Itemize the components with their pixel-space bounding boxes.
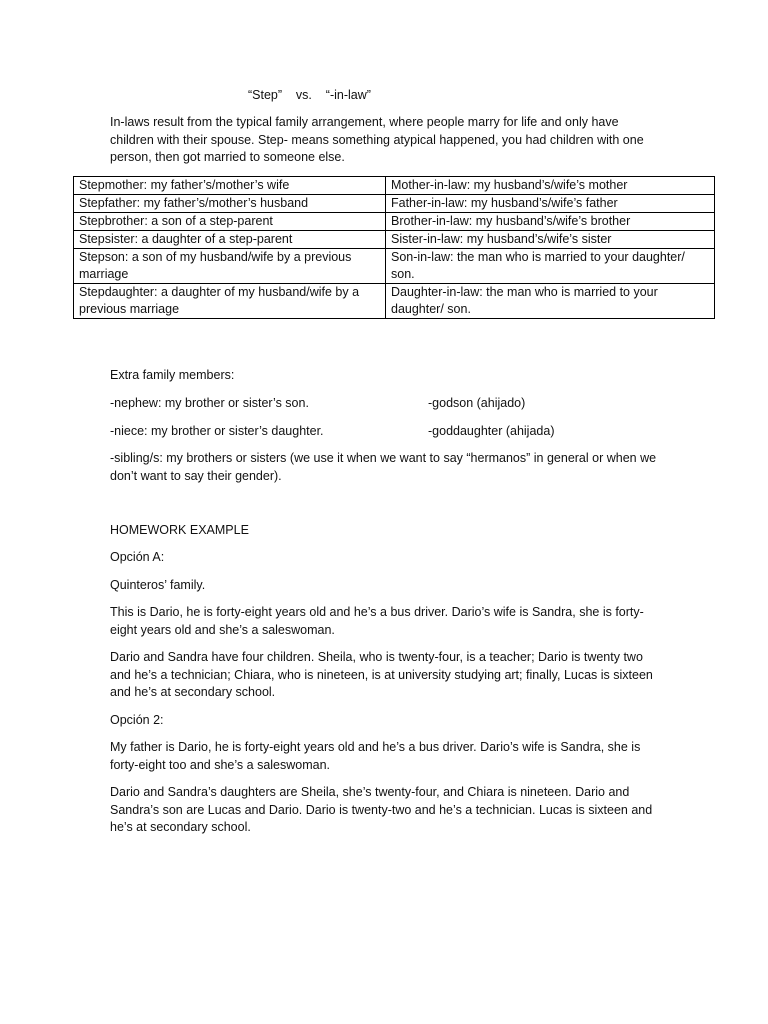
- in-law-term-cell: Sister-in-law: my husband’s/wife’s sister: [386, 231, 715, 249]
- homework-heading: HOMEWORK EXAMPLE: [110, 523, 249, 537]
- niece-definition: -niece: my brother or sister’s daughter.: [110, 424, 324, 438]
- in-law-term-cell: Daughter-in-law: the man who is married to your daughter/ son.: [386, 284, 715, 319]
- step-term-cell: Stepbrother: a son of a step-parent: [74, 213, 386, 231]
- nephew-definition: -nephew: my brother or sister’s son.: [110, 396, 309, 410]
- table-row: [74, 177, 715, 195]
- extra-members-heading: Extra family members:: [110, 368, 235, 382]
- page-title: “Step” vs. “-in-law”: [248, 88, 371, 102]
- table-row: [74, 195, 715, 213]
- step-term-cell: Stepmother: my father’s/mother’s wife: [74, 177, 386, 195]
- godson-definition: -godson (ahijado): [428, 396, 526, 410]
- sibling-definition: -sibling/s: my brothers or sisters (we use it when we want to say “hermanos” in general or when we don’t want to say their gender).: [110, 451, 657, 483]
- family-terms-table: [73, 176, 715, 319]
- option-a-paragraph: This is Dario, he is forty-eight years old and he’s a bus driver. Dario’s wife is Sandra, she is forty-eight years old and she’s a saleswoman.: [110, 605, 644, 637]
- table-row: [74, 231, 715, 249]
- intro-paragraph: In-laws result from the typical family arrangement, where people marry for life and only have children with their spouse. Step- means something atypical happened, you had children with one person, then got married to someone else.: [110, 115, 644, 164]
- in-law-term-cell: Son-in-law: the man who is married to your daughter/ son.: [386, 249, 715, 284]
- in-law-term-cell: Brother-in-law: my husband’s/wife’s brother: [386, 213, 715, 231]
- option-a-paragraph: Dario and Sandra have four children. Sheila, who is twenty-four, is a teacher; Dario is twenty two and he’s a technician; Chiara, who is nineteen, is at university studying art; finally, Lucas is sixteen and he’s at secondary school.: [110, 650, 653, 699]
- goddaughter-definition: -goddaughter (ahijada): [428, 424, 555, 438]
- option-a-title: Quinteros’ family.: [110, 578, 206, 592]
- option-2-label: Opción 2:: [110, 713, 164, 727]
- table-row: [74, 284, 715, 319]
- in-law-term-cell: Mother-in-law: my husband’s/wife’s mother: [386, 177, 715, 195]
- table-row: [74, 213, 715, 231]
- option-a-label: Opción A:: [110, 550, 165, 564]
- step-term-cell: Stepfather: my father’s/mother’s husband: [74, 195, 386, 213]
- in-law-term-cell: Father-in-law: my husband’s/wife’s father: [386, 195, 715, 213]
- step-term-cell: Stepson: a son of my husband/wife by a previous marriage: [74, 249, 386, 284]
- option-2-paragraph: My father is Dario, he is forty-eight years old and he’s a bus driver. Dario’s wife is Sandra, she is forty-eight too and she’s a saleswoman.: [110, 740, 641, 772]
- step-term-cell: Stepsister: a daughter of a step-parent: [74, 231, 386, 249]
- option-2-paragraph: Dario and Sandra’s daughters are Sheila, she’s twenty-four, and Chiara is nineteen. Dario and Sandra’s son are Lucas and Dario. Dario is twenty-two and he’s a technician. Lucas is sixteen and he’s at secondary school.: [110, 785, 653, 834]
- table-row: [74, 249, 715, 284]
- step-term-cell: Stepdaughter: a daughter of my husband/wife by a previous marriage: [74, 284, 386, 319]
